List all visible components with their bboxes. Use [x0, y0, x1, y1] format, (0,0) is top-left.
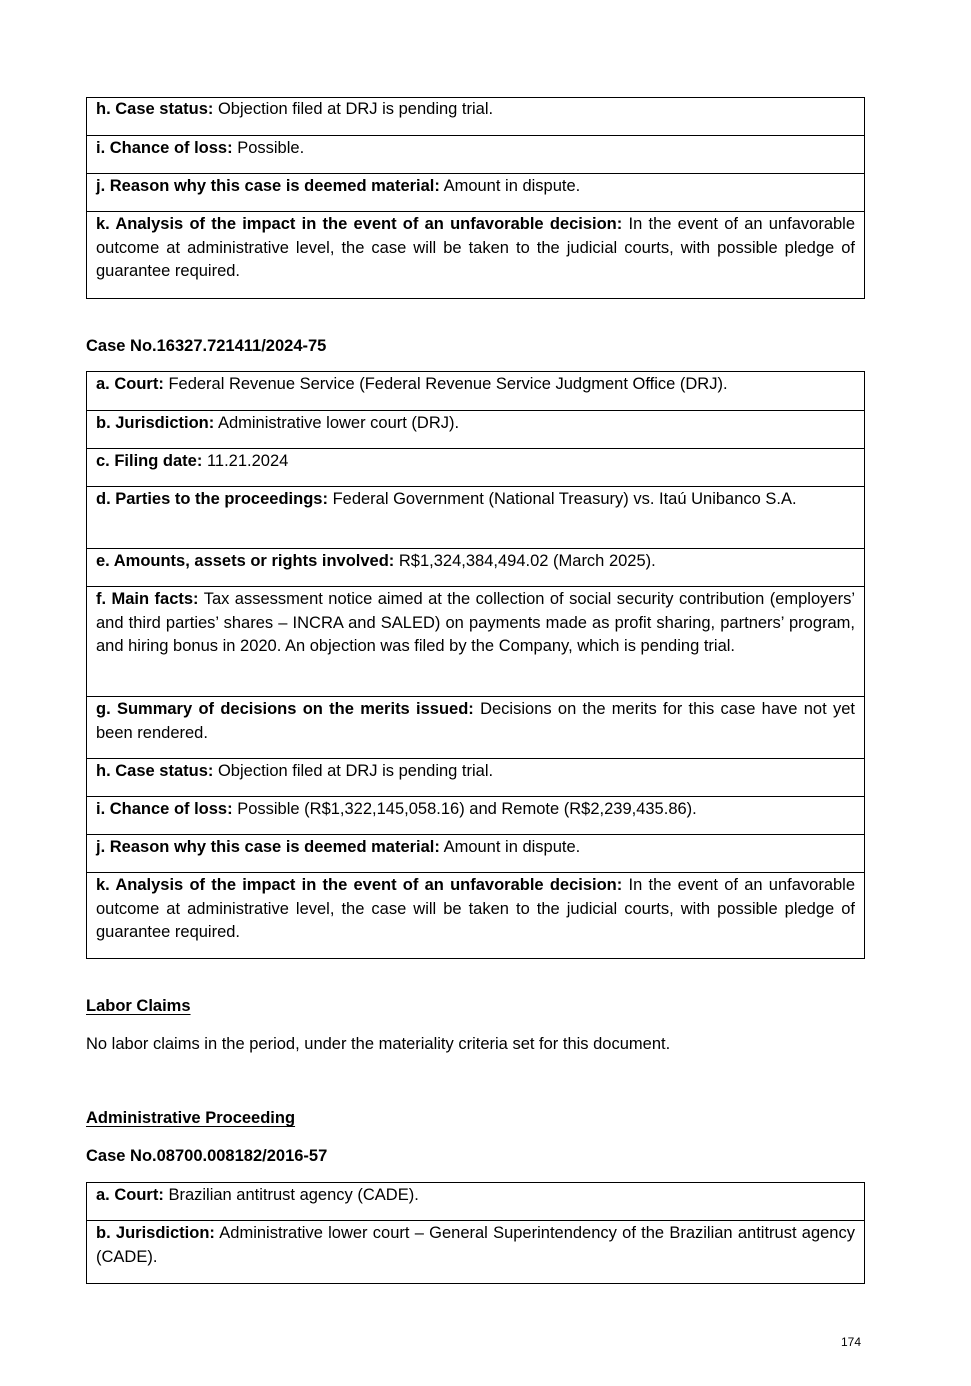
page-number: 174 — [840, 1335, 861, 1349]
case-details-table — [86, 371, 865, 959]
row-label: k. Analysis of the impact in the event of an unfavorable decision: — [96, 215, 623, 233]
row-value: Amount in dispute. — [443, 838, 581, 856]
row-value: 11.21.2024 — [206, 452, 289, 470]
row-label: h. Case status: — [96, 100, 214, 118]
court-row — [87, 372, 864, 411]
row-label: h. Case status: — [96, 762, 214, 780]
chance-of-loss-row — [87, 136, 864, 174]
row-value: Decisions on the merits for this case have not yet been rendered. — [96, 700, 855, 742]
case-number-heading: Case No.16327.721411/2024-75 — [86, 337, 327, 355]
filing-date-row — [87, 449, 864, 487]
row-value: Possible (R$1,322,145,058.16) and Remote (R$2,239,435.86). — [237, 800, 697, 818]
case-status-row — [87, 759, 864, 797]
row-value: Amount in dispute. — [443, 177, 581, 195]
case-number-heading: Case No.08700.008182/2016-57 — [86, 1147, 328, 1165]
main-facts-row — [87, 587, 864, 697]
row-label: a. Court: — [96, 375, 164, 393]
row-label: j. Reason why this case is deemed material: — [96, 177, 440, 195]
row-label: i. Chance of loss: — [96, 800, 233, 818]
row-value: Tax assessment notice aimed at the collection of social security contribution (employers’ and third parties’ shares – INCRA and SALED) on payments made as profit sharing, partners’ program, and hiring bonus in 2020. An objection was filed by the Company, which is pending trial. — [96, 590, 855, 655]
row-value: Federal Government (National Treasury) vs. Itaú Unibanco S.A. — [332, 490, 797, 508]
row-label: b. Jurisdiction: — [96, 414, 215, 432]
parties-row — [87, 487, 864, 549]
row-value: Administrative lower court (DRJ). — [217, 414, 460, 432]
row-label: i. Chance of loss: — [96, 139, 233, 157]
labor-claims-title: Labor Claims — [86, 997, 191, 1015]
labor-claims-text: No labor claims in the period, under the materiality criteria set for this document. — [86, 1035, 671, 1053]
materiality-reason-row — [87, 835, 864, 873]
row-label: e. Amounts, assets or rights involved: — [96, 552, 395, 570]
row-label: f. Main facts: — [96, 590, 199, 608]
row-value: Possible. — [237, 139, 305, 157]
row-value: In the event of an unfavorable outcome at administrative level, the case will be taken to the judicial courts, with possible pledge of guarantee required. — [96, 876, 856, 941]
row-label: b. Jurisdiction: — [96, 1224, 215, 1242]
chance-of-loss-row — [87, 797, 864, 835]
impact-analysis-row — [87, 873, 864, 958]
row-label: j. Reason why this case is deemed material: — [96, 838, 440, 856]
row-value: Federal Revenue Service (Federal Revenue Service Judgment Office (DRJ). — [168, 375, 728, 393]
case-details-table-continued — [86, 97, 865, 299]
admin-case-details-table — [86, 1182, 865, 1284]
row-label: k. Analysis of the impact in the event of an unfavorable decision: — [96, 876, 623, 894]
administrative-proceeding-title: Administrative Proceeding — [86, 1109, 296, 1127]
row-label: g. Summary of decisions on the merits issued: — [96, 700, 474, 718]
amounts-row — [87, 549, 864, 587]
materiality-reason-row — [87, 174, 864, 212]
row-value: Objection filed at DRJ is pending trial. — [217, 762, 494, 780]
row-label: d. Parties to the proceedings: — [96, 490, 328, 508]
row-value: Brazilian antitrust agency (CADE). — [168, 1186, 419, 1204]
row-label: c. Filing date: — [96, 452, 203, 470]
row-value: Objection filed at DRJ is pending trial. — [217, 100, 494, 118]
impact-analysis-row — [87, 212, 864, 298]
jurisdiction-row — [87, 1221, 864, 1283]
row-value: Administrative lower court – General Superintendency of the Brazilian antitrust agency (CADE). — [96, 1224, 855, 1266]
court-row — [87, 1183, 864, 1221]
jurisdiction-row — [87, 411, 864, 449]
row-value: In the event of an unfavorable outcome at administrative level, the case will be taken to the judicial courts, with possible pledge of guarantee required. — [96, 215, 856, 280]
row-value: R$1,324,384,494.02 (March 2025). — [398, 552, 656, 570]
row-label: a. Court: — [96, 1186, 164, 1204]
decisions-summary-row — [87, 697, 864, 759]
case-status-row — [87, 98, 864, 136]
